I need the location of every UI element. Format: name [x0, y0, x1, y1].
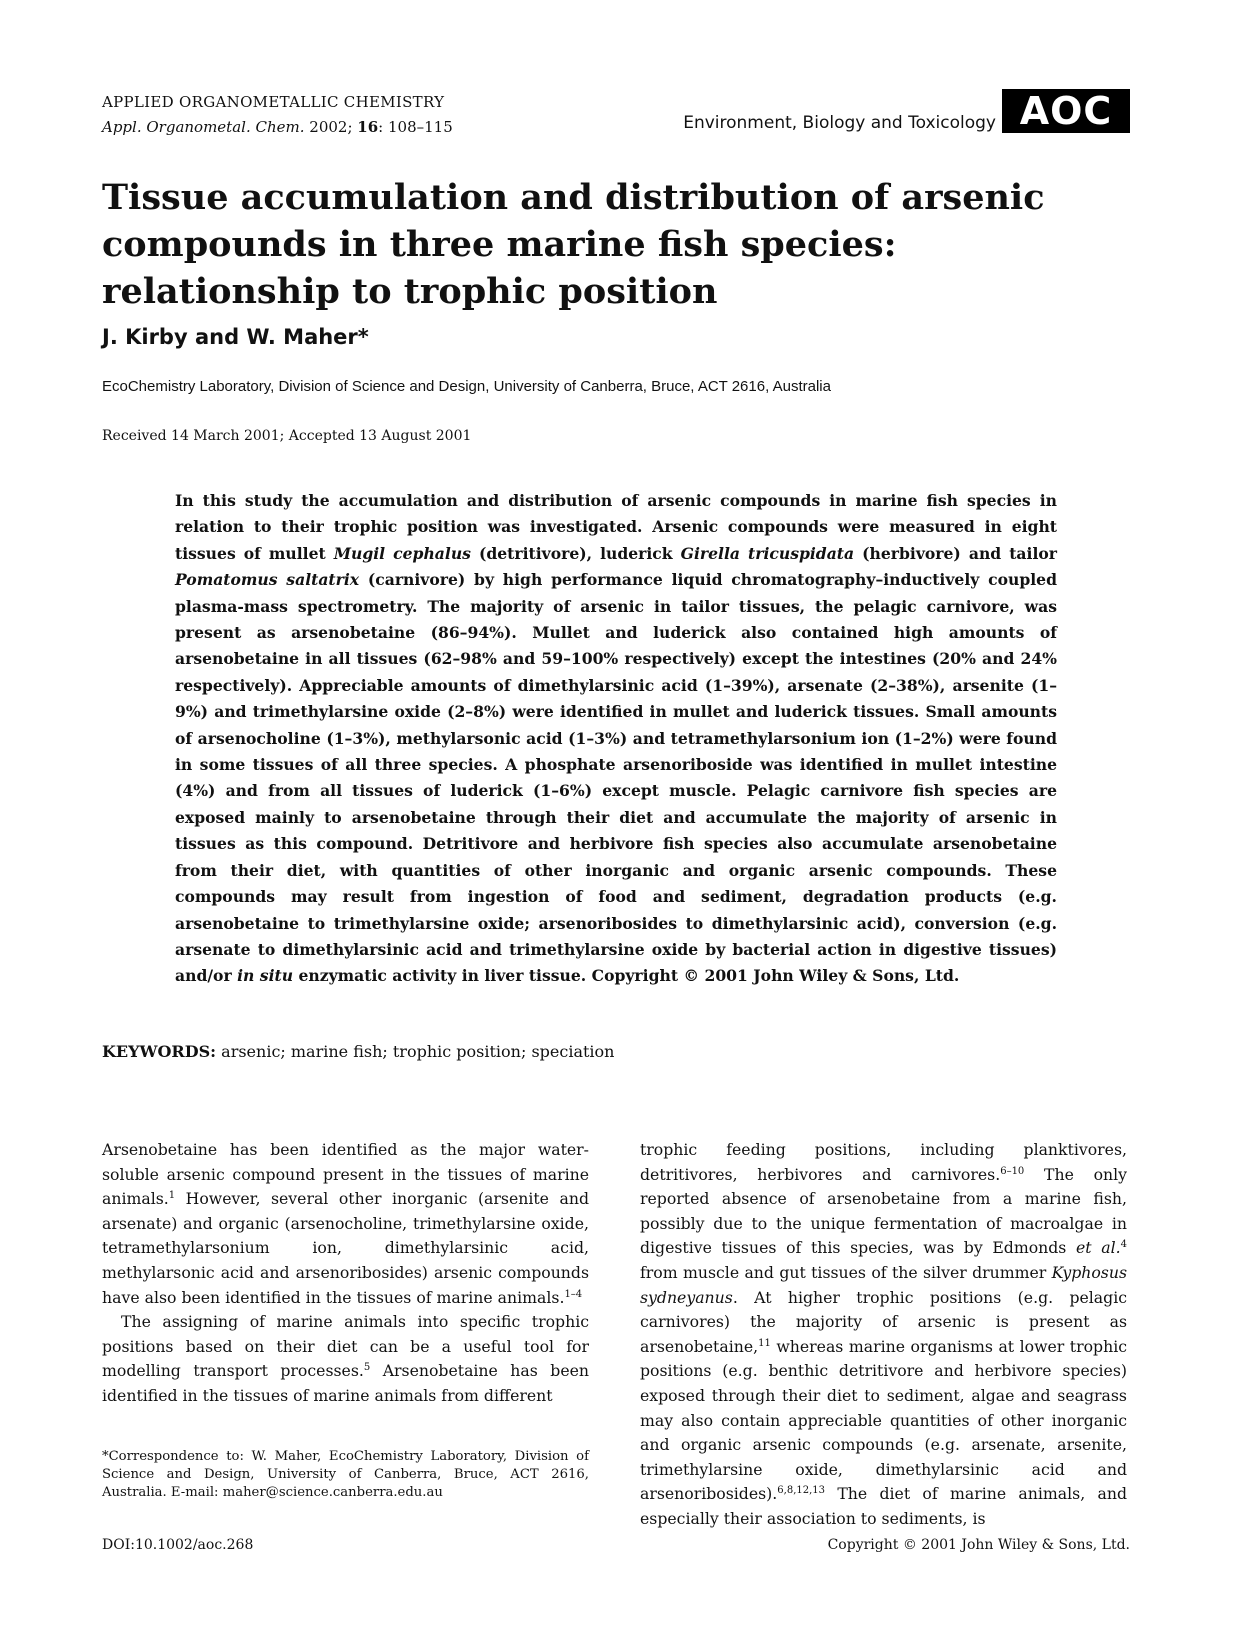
article-title: Tissue accumulation and distribution of arsenic compounds in three marine fish species: relationship to trophic position [102, 177, 1045, 312]
abstract-text: enzymatic activity in liver tissue. Copyright © 2001 John Wiley & Sons, Ltd. [293, 966, 960, 986]
species-name: Kyphosus sydneyanus [640, 1262, 1127, 1307]
species-name: Pomatomus saltatrix [175, 570, 360, 590]
correspondence-footnote: *Correspondence to: W. Maher, EcoChemistry Laboratory, Division of Science and Design, University of Canberra, Bruce, ACT 2616, Australia. E-mail: maher@science.canberra.edu.au [102, 1449, 589, 1500]
body-text: . At higher trophic positions (e.g. pelagic carnivores) the majority of arsenic is present as arsenobetaine, [640, 1287, 1127, 1356]
reference-superscript: 1–4 [564, 1288, 583, 1300]
citation-pages: : 108–115 [378, 118, 453, 136]
abstract [175, 488, 1057, 990]
reference-superscript: 6–10 [1000, 1165, 1025, 1177]
species-name: Girella tricuspidata [680, 543, 855, 563]
body-paragraph [102, 1138, 589, 1310]
citation [102, 118, 453, 136]
body-paragraph [102, 1310, 589, 1408]
authors: J. Kirby and W. Maher* [102, 325, 369, 349]
abstract-text: (carnivore) by high performance liquid chromatography–inductively coupled plasma-mass spectrometry. The majority of arsenic in tailor tissues, the pelagic carnivore, was present as arsenobetaine (86–94%). Mullet and luderick also contained high amounts of arsenobetaine in all tissues (62–98% and 59–100% respectively) except the intestines (20% and 24% respectively). Appreciable amounts of dimethylarsinic acid (1–39%), arsenate (2–38%), arsenite (1–9%) and trimethylarsine oxide (2–8%) were identified in mullet and luderick tissues. Small amounts of arsenocholine (1–3%), methylarsonic acid (1–3%) and tetramethylarsonium ion (1–2%) were found in some tissues of all three species. A phosphate arsenoriboside was identified in mullet intestine (4%) and from all tissues of luderick (1–6%) except muscle. Pelagic carnivore fish species are exposed mainly to arsenobetaine through their diet and accumulate the majority of arsenic in tissues as this compound. Detritivore and herbivore fish species also accumulate arsenobetaine from their diet, with quantities of other inorganic and organic arsenic compounds. These compounds may result from ingestion of food and sediment, degradation products (e.g. arsenobetaine to trimethylarsine oxide; arsenoribosides to dimethylarsinic acid), conversion (e.g. arsenate to dimethylarsinic acid and trimethylarsine oxide by bacterial action in digestive tissues) and/or [175, 570, 1057, 986]
body-text: Arsenobetaine has been identified as the major water-soluble arsenic compound present in the tissues of marine animals. [102, 1140, 589, 1209]
species-name: Mugil cephalus [333, 543, 471, 563]
reference-superscript: 5 [363, 1362, 371, 1374]
et-al: et al. [1076, 1238, 1121, 1258]
keywords-text: arsenic; marine fish; trophic position; speciation [216, 1042, 615, 1061]
body-column-left [102, 1138, 589, 1409]
doi: DOI:10.1002/aoc.268 [102, 1537, 254, 1553]
body-text: However, several other inorganic (arsenite and arsenate) and organic (arsenocholine, trimethylarsine oxide, tetramethylarsonium ion, dimethylarsinic acid, methylarsonic acid and arsenoribosides) arsenic compounds have also been identified in the tissues of marine animals. [102, 1189, 589, 1307]
journal-name: APPLIED ORGANOMETALLIC CHEMISTRY [102, 93, 445, 111]
keywords-label: KEYWORDS: [102, 1042, 217, 1061]
abstract-text: In this study the accumulation and distribution of arsenic compounds in marine fish species in relation to their trophic position was investigated. Arsenic compounds were measured in eight tissues of mullet [175, 491, 1057, 563]
body-paragraph [640, 1138, 1127, 1532]
affiliation: EcoChemistry Laboratory, Division of Science and Design, University of Canberra, Bruce, ACT 2616, Australia [102, 378, 831, 395]
abstract-text: (herbivore) and tailor [854, 543, 1057, 563]
body-text: whereas marine organisms at lower trophic positions (e.g. benthic detritivore and herbivore species) exposed through their diet to sediment, algae and seagrass may also contain appreciable quantities of other inorganic and organic arsenic compounds (e.g. arsenate, arsenite, trimethylarsine oxide, dimethylarsinic acid and arsenoribosides). [640, 1336, 1127, 1504]
body-text: Arsenobetaine has been identified in the tissues of marine animals from different [102, 1361, 589, 1405]
body-text: The only reported absence of arsenobetaine from a marine fish, possibly due to the unique fermentation of macroalgae in digestive tissues of this species, was by Edmonds [640, 1164, 1127, 1258]
abstract-text: (detritivore), luderick [470, 543, 681, 563]
body-text: The diet of marine animals, and especially their association to sediments, is [640, 1484, 1127, 1528]
in-situ-term: in situ [237, 966, 294, 986]
citation-volume: 16 [357, 118, 379, 136]
section-label: Environment, Biology and Toxicology [683, 113, 996, 133]
received-dates: Received 14 March 2001; Accepted 13 August 2001 [102, 428, 472, 444]
reference-superscript: 11 [758, 1337, 771, 1349]
body-text: from muscle and gut tissues of the silver drummer [640, 1262, 1052, 1282]
citation-journal: Appl. Organometal. Chem. [102, 118, 305, 136]
keywords [102, 1042, 614, 1061]
body-column-right [640, 1138, 1127, 1532]
reference-superscript: 1 [168, 1190, 176, 1202]
reference-superscript: 6,8,12,13 [777, 1485, 826, 1497]
reference-superscript: 4 [1120, 1239, 1127, 1251]
copyright-footer: Copyright © 2001 John Wiley & Sons, Ltd. [827, 1537, 1130, 1553]
body-text: trophic feeding positions, including planktivores, detritivores, herbivores and carnivores. [640, 1140, 1127, 1184]
body-text: The assigning of marine animals into specific trophic positions based on their diet can be a useful tool for modelling transport processes. [102, 1312, 589, 1381]
citation-year: 2002; [309, 118, 353, 136]
journal-logo-badge: AOC [1002, 89, 1130, 133]
